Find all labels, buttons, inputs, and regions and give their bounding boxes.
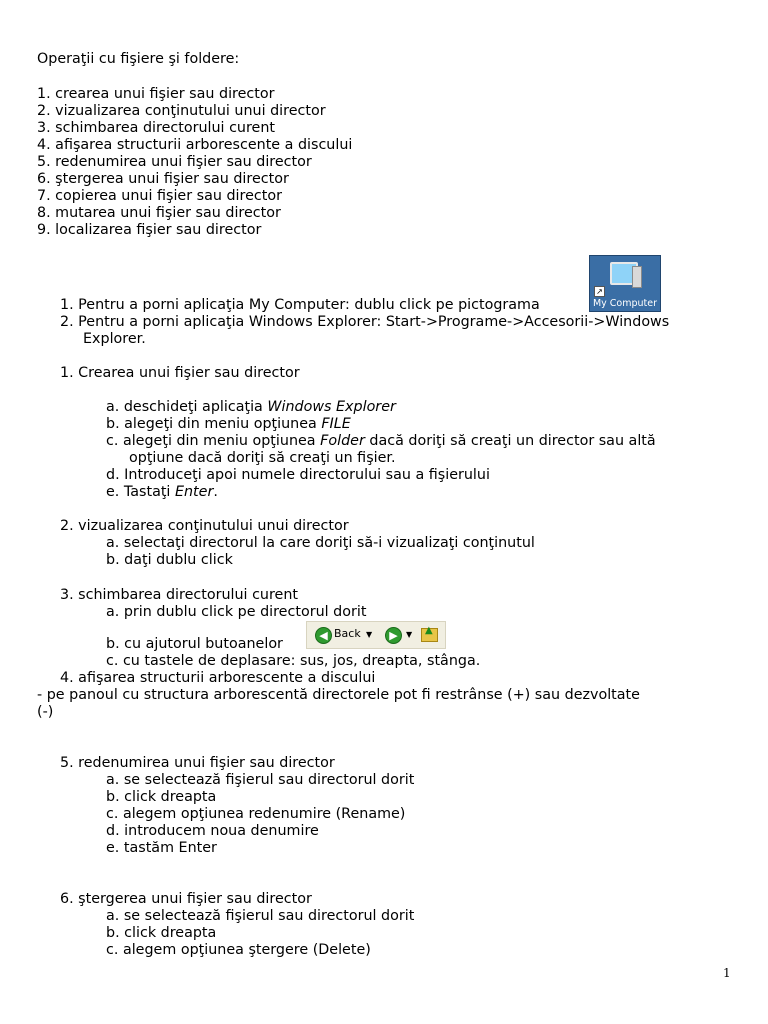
section-5-step-e: e. tastăm Enter [106,840,217,856]
section-1-step-a: a. deschideţi aplicaţia Windows Explorer [106,399,396,415]
section-5-step-a: a. se selectează fişierul sau directorul dorit [106,772,415,788]
ops-item-2: 2. vizualizarea conţinutului unui director [37,103,326,119]
tower-icon [632,266,642,288]
section-5-heading: 5. redenumirea unui fişier sau director [60,755,335,771]
ops-item-1: 1. crearea unui fişier sau director [37,86,275,102]
ops-item-9: 9. localizarea fişier sau director [37,222,262,238]
section-6-heading: 6. ştergerea unui fişier sau director [60,891,312,907]
section-4-text-cont: (-) [37,704,54,720]
section-1-step-e: e. Tastaţi Enter. [106,484,218,500]
start-explorer: 2. Pentru a porni aplicaţia Windows Explorer: Start->Programe->Accesorii->Windows [60,314,670,330]
navigation-toolbar [306,621,446,649]
folder-up-icon[interactable]: ▲ [421,628,438,642]
section-6-step-a: a. se selectează fişierul sau directorul dorit [106,908,415,924]
section-3-step-b: b. cu ajutorul butoanelor [106,636,283,652]
my-computer-icon[interactable] [589,255,661,312]
section-5-step-c: c. alegem opţiunea redenumire (Rename) [106,806,406,822]
section-2-heading: 2. vizualizarea conţinutului unui director [60,518,349,534]
page-title: Operaţii cu fişiere şi foldere: [37,51,240,67]
ops-item-4: 4. afişarea structurii arborescente a discului [37,137,353,153]
back-dropdown-icon[interactable]: ▼ [366,630,373,639]
forward-dropdown-icon[interactable]: ▼ [406,630,413,639]
ops-item-3: 3. schimbarea directorului curent [37,120,276,136]
section-6-step-c: c. alegem opţiunea ştergere (Delete) [106,942,371,958]
back-arrow-icon[interactable]: ◀ [315,627,332,644]
section-4-heading: 4. afişarea structurii arborescente a discului [60,670,376,686]
ops-item-6: 6. ştergerea unui fişier sau director [37,171,289,187]
section-6-step-b: b. click dreapta [106,925,217,941]
section-1-step-b: b. alegeţi din meniu opţiunea FILE [106,416,351,432]
section-4-text: - pe panoul cu structura arborescentă directorele pot fi restrânse (+) sau dezvoltate [37,687,640,703]
section-1-heading: 1. Crearea unui fişier sau director [60,365,300,381]
shortcut-arrow-icon: ↗ [594,286,605,297]
section-5-step-d: d. introducem noua denumire [106,823,319,839]
section-1-step-d: d. Introduceţi apoi numele directorului sau a fişierului [106,467,490,483]
section-2-step-b: b. daţi dublu click [106,552,233,568]
section-1-step-c-cont: opţiune dacă doriţi să creaţi un fişier. [129,450,396,466]
back-button-label[interactable]: Back [334,627,361,640]
section-2-step-a: a. selectaţi directorul la care doriţi să-i vizualizaţi conţinutul [106,535,535,551]
section-3-step-a: a. prin dublu click pe directorul dorit [106,604,367,620]
section-3-step-c: c. cu tastele de deplasare: sus, jos, dreapta, stânga. [106,653,481,669]
forward-arrow-icon[interactable]: ▶ [385,627,402,644]
my-computer-label: My Computer [592,298,658,309]
section-1-step-c: c. alegeţi din meniu opţiunea Folder dacă doriţi să creaţi un director sau altă [106,433,656,449]
page-number: 1 [723,966,731,980]
ops-item-5: 5. redenumirea unui fişier sau director [37,154,312,170]
ops-item-7: 7. copierea unui fişier sau director [37,188,282,204]
section-3-heading: 3. schimbarea directorului curent [60,587,299,603]
ops-item-8: 8. mutarea unui fişier sau director [37,205,281,221]
start-my-computer: 1. Pentru a porni aplicaţia My Computer: dublu click pe pictograma [60,297,540,313]
section-5-step-b: b. click dreapta [106,789,217,805]
start-explorer-cont: Explorer. [83,331,146,347]
